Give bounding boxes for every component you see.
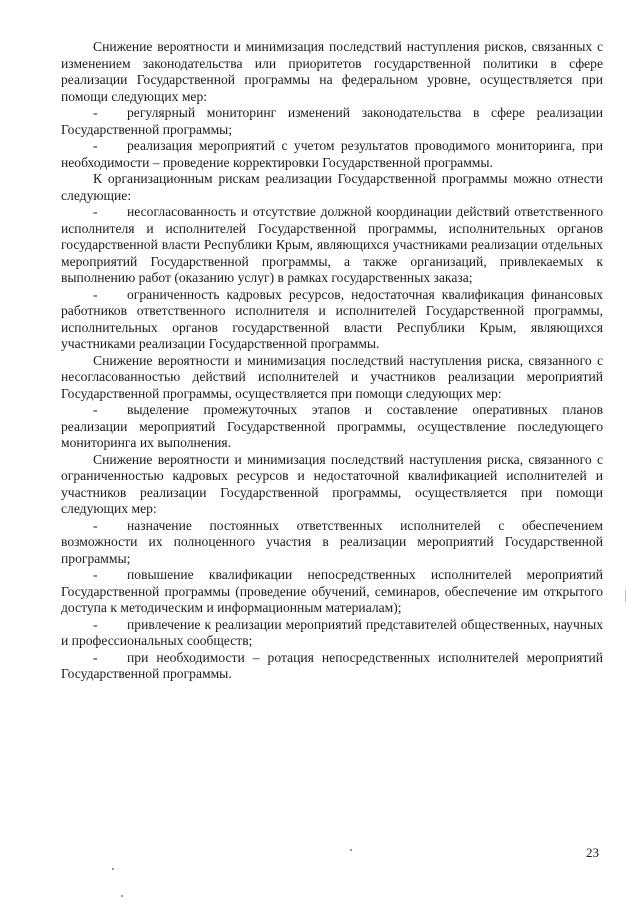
scan-speck: [112, 868, 114, 870]
paragraph: Снижение вероятности и минимизация последствий наступления рисков, связанных с изменением законодательства или приоритетов государственной политики в сфере реализации Государственной программы на федеральном уровне, осуществляется при помощи следующих мер:: [61, 39, 603, 104]
paragraph: Снижение вероятности и минимизация последствий наступления риска, связанного с ограниченностью кадровых ресурсов и недостаточной квалификацией исполнителей и участников реализации Государственной программы, осуществляется при помощи следующих мер:: [61, 451, 603, 516]
dash-marker: -: [93, 138, 98, 153]
list-item-text: регулярный мониторинг изменений законодательства в сфере реализации Государственной программы;: [61, 105, 603, 137]
list-item: [61, 567, 603, 617]
dash-marker: -: [93, 649, 98, 665]
dash-marker: -: [93, 616, 98, 632]
list-item: [61, 617, 603, 650]
list-item: [61, 287, 603, 353]
list-item: [61, 402, 603, 452]
scan-speck: [121, 895, 123, 897]
dash-marker: -: [93, 517, 98, 533]
list-item-text: повышение квалификации непосредственных исполнителей мероприятий Государственной программы (проведение обучений, семинаров, обеспечение им открытого доступа к методическим и информационным материалам);: [61, 567, 603, 615]
page-number: 23: [586, 845, 599, 860]
list-item-text: назначение постоянных ответственных исполнителей с обеспечением возможности их полноценного участия в реализации мероприятий Государственной программы;: [61, 517, 603, 566]
list-item-text: несогласованность и отсутствие должной координации действий ответственного исполнителя и исполнителей Государственной программы, исполнительных органов государственной власти Республики Крым, являющихся участниками реализации отдельных мероприятий Государственной программы, а также организаций, привлекаемых к выполнению работ (оказанию услуг) в рамках государственных заказа;: [61, 204, 603, 285]
list-item: [61, 105, 603, 138]
dash-marker: -: [93, 402, 98, 417]
paragraph: Снижение вероятности и минимизация последствий наступления риска, связанного с несогласованностью действий исполнителей и участников реализации мероприятий Государственной программы, осуществляется при помощи следующих мер:: [61, 352, 603, 401]
scan-speck: [350, 849, 352, 851]
list-item: [61, 650, 603, 683]
dash-marker: -: [93, 567, 98, 582]
list-item: [61, 518, 603, 568]
list-item-text: реализация мероприятий с учетом результатов проводимого мониторинга, при необходимости – проведение корректировки Государственной программы.: [61, 138, 603, 170]
dash-marker: -: [93, 286, 98, 302]
paragraph: К организационным рискам реализации Государственной программы можно отнести следующие:: [61, 171, 603, 203]
dash-marker: -: [93, 204, 98, 219]
body-text: [61, 39, 603, 683]
list-item-text: при необходимости – ротация непосредственных исполнителей мероприятий Государственной программы.: [61, 649, 603, 681]
scan-speck: [625, 590, 626, 602]
list-item-text: выделение промежуточных этапов и составление оперативных планов реализации мероприятий Государственной программы, осуществление последующего мониторинга их выполнения.: [61, 402, 603, 450]
dash-marker: -: [93, 105, 98, 120]
list-item: [61, 204, 603, 287]
list-item: [61, 138, 603, 171]
list-item-text: привлечение к реализации мероприятий представителей общественных, научных и профессиональных сообществ;: [61, 616, 603, 648]
list-item-text: ограниченность кадровых ресурсов, недостаточная квалификация финансовых работников ответственного исполнителя и исполнителей Государственной программы, исполнительных органов государственной власти Республики Крым, являющихся участниками реализации Государственной программы.: [61, 286, 603, 351]
